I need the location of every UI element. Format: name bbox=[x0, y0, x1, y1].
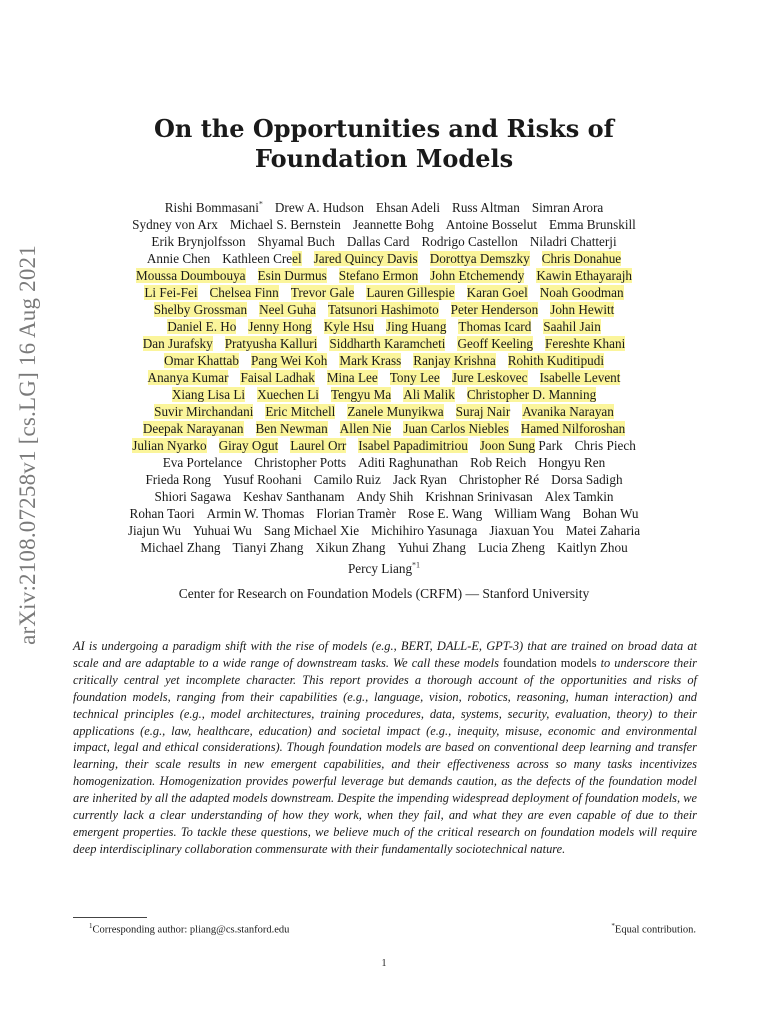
author-name bbox=[217, 472, 308, 487]
author-name-text: Chris Donahue bbox=[541, 251, 622, 267]
abstract-term: foundation models bbox=[503, 655, 597, 670]
author-name bbox=[251, 387, 325, 402]
author-name bbox=[224, 217, 347, 232]
author-line bbox=[70, 556, 698, 576]
author-line bbox=[70, 352, 698, 369]
author-name bbox=[250, 421, 334, 436]
author-name bbox=[126, 438, 212, 453]
author-name-text: Zanele Munyikwa bbox=[347, 404, 444, 420]
author-name-highlighted-part: Joon Sung bbox=[479, 438, 536, 454]
abstract bbox=[73, 638, 697, 858]
author-name bbox=[308, 251, 424, 266]
author-name-text: Tianyi Zhang bbox=[232, 540, 304, 556]
author-name-text: Michael Zhang bbox=[140, 540, 221, 556]
author-name bbox=[530, 268, 638, 283]
author-name bbox=[424, 251, 536, 266]
author-name-text: Karan Goel bbox=[466, 285, 528, 301]
author-name-text: Ali Malik bbox=[403, 387, 455, 403]
author-line bbox=[70, 454, 698, 471]
author-name-text: Shiori Sagawa bbox=[154, 489, 232, 505]
author-name-text: Bohan Wu bbox=[582, 506, 639, 522]
author-name-text: Tengyu Ma bbox=[330, 387, 392, 403]
author-name-text: Faisal Ladhak bbox=[240, 370, 315, 386]
abstract-part-1: AI is undergoing a paradigm shift with the rise of models (e.g., BERT, DALL-E, GPT-3) that are trained on broad data at scale and are adaptable to a wide range of downstream tasks. We call these models bbox=[73, 639, 697, 670]
author-name bbox=[524, 234, 623, 249]
author-name bbox=[446, 200, 526, 215]
author-line bbox=[70, 233, 698, 250]
author-name-text: Trevor Gale bbox=[290, 285, 355, 301]
author-name-text: Rose E. Wang bbox=[407, 506, 483, 522]
author-name bbox=[545, 472, 628, 487]
author-name bbox=[137, 421, 250, 436]
author-line bbox=[70, 318, 698, 335]
author-name bbox=[258, 523, 365, 538]
author-name-text: Suraj Nair bbox=[455, 404, 511, 420]
author-name-text: Yuhuai Wu bbox=[192, 523, 252, 539]
author-name-text: Isabelle Levent bbox=[539, 370, 621, 386]
author-name bbox=[310, 506, 402, 521]
author-name bbox=[461, 285, 534, 300]
footnote-equal-text: Equal contribution. bbox=[614, 924, 696, 936]
author-name bbox=[157, 455, 248, 470]
author-name-text: Ranjay Krishna bbox=[413, 353, 496, 369]
author-name-text: Chelsea Finn bbox=[209, 285, 279, 301]
author-line bbox=[70, 403, 698, 420]
author-line bbox=[70, 488, 698, 505]
author-name-plain-part: Kathleen Cre bbox=[222, 251, 293, 267]
author-name bbox=[440, 217, 543, 232]
author-name-text: Sydney von Arx bbox=[132, 217, 218, 233]
author-name bbox=[451, 336, 539, 351]
page-number: 1 bbox=[381, 958, 387, 969]
author-name bbox=[365, 523, 483, 538]
author-name bbox=[216, 251, 307, 266]
author-line bbox=[70, 437, 698, 454]
author-name-text: Alex Tamkin bbox=[544, 489, 614, 505]
footnote-equal-contribution bbox=[611, 922, 696, 936]
author-name-text: Russ Altman bbox=[452, 200, 520, 216]
author-name bbox=[446, 370, 534, 385]
author-name bbox=[539, 336, 631, 351]
author-name bbox=[360, 285, 460, 300]
author-name-text: Keshav Santhanam bbox=[243, 489, 345, 505]
author-name-text: Xikun Zhang bbox=[315, 540, 386, 556]
author-line bbox=[70, 284, 698, 301]
author-name bbox=[539, 489, 620, 504]
author-name-text: Rohan Taori bbox=[129, 506, 195, 522]
author-name bbox=[245, 353, 333, 368]
author-name-text: Antoine Bosselut bbox=[445, 217, 538, 233]
author-name bbox=[142, 370, 235, 385]
author-name bbox=[537, 319, 607, 334]
author-name-text: Percy Liang bbox=[347, 560, 413, 576]
author-name bbox=[259, 404, 341, 419]
author-name bbox=[536, 251, 627, 266]
author-name-text: Andy Shih bbox=[356, 489, 414, 505]
author-name bbox=[352, 438, 474, 453]
author-name bbox=[325, 387, 397, 402]
author-name bbox=[122, 523, 187, 538]
author-name bbox=[445, 302, 545, 317]
author-name bbox=[148, 302, 253, 317]
affiliation: Center for Research on Foundation Models (CRFM) — Stanford University bbox=[178, 586, 590, 601]
author-name-text: Jing Huang bbox=[385, 319, 447, 335]
author-name-text: Yusuf Roohani bbox=[223, 472, 302, 488]
author-name-text: Moussa Doumbouya bbox=[136, 268, 246, 284]
author-name-text: Yuhui Zhang bbox=[397, 540, 466, 556]
author-name-text: Deepak Narayanan bbox=[142, 421, 244, 437]
author-name-text: Allen Nie bbox=[339, 421, 392, 437]
author-name bbox=[252, 234, 341, 249]
author-name bbox=[576, 506, 644, 521]
author-name-text: Simran Arora bbox=[531, 200, 604, 216]
author-line bbox=[70, 196, 698, 216]
author-name-text: Thomas Icard bbox=[458, 319, 532, 335]
author-name-text: Esin Durmus bbox=[257, 268, 327, 284]
author-name-text: Daniel E. Ho bbox=[167, 319, 237, 335]
author-line bbox=[70, 369, 698, 386]
author-name-text: Rob Reich bbox=[470, 455, 527, 471]
author-name-text: Sang Michael Xie bbox=[263, 523, 360, 539]
author-name bbox=[351, 489, 420, 504]
author-line bbox=[70, 386, 698, 403]
author-name bbox=[219, 336, 324, 351]
author-name bbox=[158, 353, 245, 368]
author-name bbox=[415, 234, 523, 249]
author-line bbox=[70, 420, 698, 437]
author-name-text: Dorottya Demszky bbox=[429, 251, 530, 267]
author-name-text: Frieda Rong bbox=[145, 472, 212, 488]
arxiv-stamp-text: arXiv:2108.07258v1 [cs.LG] 16 Aug 2021 bbox=[15, 245, 40, 645]
author-name-text: Christopher D. Manning bbox=[466, 387, 597, 403]
author-name-text: Jenny Hong bbox=[248, 319, 312, 335]
author-name-text: Stefano Ermon bbox=[338, 268, 419, 284]
author-name bbox=[161, 319, 242, 334]
author-name-text: Jack Ryan bbox=[392, 472, 447, 488]
author-name bbox=[341, 404, 449, 419]
author-name-text: Dallas Card bbox=[346, 234, 410, 250]
author-name bbox=[253, 302, 322, 317]
author-name bbox=[323, 336, 451, 351]
author-name bbox=[516, 404, 620, 419]
author-name bbox=[333, 353, 407, 368]
author-name bbox=[284, 438, 352, 453]
author-name bbox=[141, 251, 216, 266]
author-name bbox=[407, 353, 501, 368]
author-name bbox=[502, 353, 610, 368]
author-name-text: Eva Portelance bbox=[162, 455, 243, 471]
author-name-text: William Wang bbox=[494, 506, 571, 522]
author-name-text: Kawin Ethayarajh bbox=[536, 268, 632, 284]
paper-title bbox=[60, 114, 708, 174]
author-name-text: John Etchemendy bbox=[430, 268, 525, 284]
author-name bbox=[424, 268, 530, 283]
author-name-text: Drew A. Hudson bbox=[274, 200, 364, 216]
author-name bbox=[569, 438, 642, 453]
author-name bbox=[391, 540, 472, 555]
author-name-text: Ben Newman bbox=[255, 421, 328, 437]
author-name bbox=[149, 489, 238, 504]
author-name-text: Tatsunori Hashimoto bbox=[327, 302, 439, 318]
author-name-text: Erik Brynjolfsson bbox=[151, 234, 246, 250]
author-name bbox=[397, 387, 461, 402]
author-name-text: Fereshte Khani bbox=[545, 336, 626, 352]
author-name-text: Hongyu Ren bbox=[538, 455, 606, 471]
arxiv-stamp bbox=[6, 195, 50, 695]
author-name-text: Kyle Hsu bbox=[323, 319, 374, 335]
author-name-text: Juan Carlos Niebles bbox=[403, 421, 509, 437]
author-name bbox=[124, 506, 201, 521]
author-name-text: Saahil Jain bbox=[543, 319, 601, 335]
author-name bbox=[159, 200, 269, 215]
author-name-text: Xiang Lisa Li bbox=[171, 387, 246, 403]
author-name bbox=[134, 540, 226, 555]
author-name bbox=[347, 217, 440, 232]
author-name bbox=[148, 404, 259, 419]
author-name bbox=[237, 489, 350, 504]
author-name bbox=[248, 455, 352, 470]
author-name-text: Chris Piech bbox=[574, 438, 636, 454]
author-name-text: Christopher Ré bbox=[458, 472, 540, 488]
author-name bbox=[526, 200, 609, 215]
author-footnote-mark: * bbox=[258, 200, 263, 209]
author-name bbox=[166, 387, 251, 402]
author-name-text: Isabel Papadimitriou bbox=[358, 438, 468, 454]
author-name bbox=[453, 472, 545, 487]
author-name-text: Dan Jurafsky bbox=[142, 336, 213, 352]
author-name-text: Xuechen Li bbox=[257, 387, 319, 403]
author-name bbox=[201, 506, 311, 521]
author-footnote-mark: *1 bbox=[412, 560, 421, 570]
author-name bbox=[532, 455, 611, 470]
author-name-text: Lucia Zheng bbox=[477, 540, 545, 556]
author-name-text: Noah Goodman bbox=[539, 285, 624, 301]
author-name-text: Michael S. Bernstein bbox=[229, 217, 341, 233]
author-name bbox=[543, 217, 642, 232]
author-name bbox=[227, 540, 310, 555]
author-name-text: Jeannette Bohg bbox=[352, 217, 434, 233]
author-name-text: Siddharth Karamcheti bbox=[329, 336, 446, 352]
author-name bbox=[342, 561, 426, 576]
author-name-text: Avanika Narayan bbox=[522, 404, 614, 420]
author-name-text: Peter Henderson bbox=[450, 302, 539, 318]
footnote-mark: * bbox=[611, 922, 615, 930]
author-name-text: Laurel Orr bbox=[290, 438, 347, 454]
author-line bbox=[70, 539, 698, 556]
author-name bbox=[402, 506, 489, 521]
author-line bbox=[70, 250, 698, 267]
author-name-text: Ehsan Adeli bbox=[375, 200, 441, 216]
author-name bbox=[387, 472, 453, 487]
author-name-text: Jiajun Wu bbox=[127, 523, 181, 539]
author-name-text: Tony Lee bbox=[389, 370, 440, 386]
author-name bbox=[318, 319, 380, 334]
author-name-text: Camilo Ruiz bbox=[313, 472, 381, 488]
author-name-text: Jiaxuan You bbox=[489, 523, 554, 539]
author-name-text: Suvir Mirchandani bbox=[154, 404, 254, 420]
author-name bbox=[139, 472, 217, 487]
author-name bbox=[474, 438, 569, 453]
author-name bbox=[308, 472, 387, 487]
author-name bbox=[187, 523, 258, 538]
author-name-text: Jure Leskovec bbox=[451, 370, 528, 386]
author-name bbox=[384, 370, 446, 385]
author-line bbox=[70, 505, 698, 522]
author-name-highlighted-part: el bbox=[292, 251, 302, 267]
author-name-text: Neel Guha bbox=[259, 302, 316, 318]
author-name bbox=[488, 506, 576, 521]
author-name-text: John Hewitt bbox=[550, 302, 615, 318]
footnote-rule bbox=[73, 917, 147, 918]
author-name bbox=[515, 421, 631, 436]
author-name bbox=[269, 200, 370, 215]
author-name-text: Rishi Bommasani bbox=[164, 200, 259, 216]
author-name bbox=[397, 421, 514, 436]
author-name-text: Michihiro Yasunaga bbox=[371, 523, 478, 539]
author-line bbox=[70, 522, 698, 539]
title-line-2: Foundation Models bbox=[254, 144, 514, 173]
author-name-text: Annie Chen bbox=[146, 251, 211, 267]
author-name-text: Niladri Chatterji bbox=[529, 234, 617, 250]
author-name bbox=[534, 370, 627, 385]
author-name-text: Christopher Potts bbox=[254, 455, 347, 471]
author-name-text: Geoff Keeling bbox=[457, 336, 534, 352]
author-name bbox=[309, 540, 391, 555]
author-name-text: Lauren Gillespie bbox=[366, 285, 455, 301]
author-name-text: Ananya Kumar bbox=[147, 370, 229, 386]
author-line bbox=[70, 335, 698, 352]
author-name bbox=[534, 285, 630, 300]
author-name bbox=[145, 234, 251, 249]
author-name bbox=[560, 523, 646, 538]
author-name-text: Pratyusha Kalluri bbox=[224, 336, 318, 352]
author-name-text: Li Fei-Fei bbox=[144, 285, 198, 301]
author-name-text: Eric Mitchell bbox=[265, 404, 336, 420]
author-name bbox=[242, 319, 317, 334]
author-name bbox=[252, 268, 333, 283]
title-line-1: On the Opportunities and Risks of bbox=[154, 114, 614, 143]
author-name bbox=[204, 285, 285, 300]
author-name-text: Krishnan Srinivasan bbox=[425, 489, 533, 505]
footnote-corresponding bbox=[89, 922, 289, 936]
author-name bbox=[213, 438, 285, 453]
author-name bbox=[419, 489, 538, 504]
author-name bbox=[333, 268, 424, 283]
author-name bbox=[544, 302, 620, 317]
author-name-text: Omar Khattab bbox=[163, 353, 240, 369]
author-name-text: Hamed Nilforoshan bbox=[520, 421, 626, 437]
author-name bbox=[370, 200, 446, 215]
author-name bbox=[321, 370, 384, 385]
author-name-text: Armin W. Thomas bbox=[206, 506, 305, 522]
author-name-text: Matei Zaharia bbox=[565, 523, 641, 539]
author-name-text: Kaitlyn Zhou bbox=[556, 540, 628, 556]
author-name bbox=[452, 319, 537, 334]
author-name-text: Rodrigo Castellon bbox=[421, 234, 518, 250]
author-name bbox=[341, 234, 416, 249]
author-name bbox=[380, 319, 452, 334]
author-list bbox=[70, 196, 698, 577]
author-name-text: Shelby Grossman bbox=[153, 302, 248, 318]
author-name-text: Shyamal Buch bbox=[257, 234, 335, 250]
author-name bbox=[551, 540, 634, 555]
author-name-text: Emma Brunskill bbox=[549, 217, 636, 233]
author-name-text: Florian Tramèr bbox=[316, 506, 396, 522]
author-name-text: Giray Ogut bbox=[218, 438, 279, 454]
author-line bbox=[70, 267, 698, 284]
author-name bbox=[334, 421, 398, 436]
author-name bbox=[483, 523, 559, 538]
footnote-mark: 1 bbox=[89, 922, 93, 930]
author-name-text: Jared Quincy Davis bbox=[313, 251, 418, 267]
author-name-text: Pang Wei Koh bbox=[251, 353, 328, 369]
author-name-text: Mina Lee bbox=[326, 370, 378, 386]
author-name bbox=[450, 404, 517, 419]
author-name bbox=[137, 336, 219, 351]
author-name-text: Rohith Kuditipudi bbox=[507, 353, 605, 369]
author-name bbox=[322, 302, 445, 317]
author-name bbox=[138, 285, 203, 300]
author-name bbox=[285, 285, 361, 300]
abstract-part-2: to underscore their critically central yet incomplete character. This report provides a thorough account of the opportunities and risks of foundation models, ranging from their capabilities (e.g., language, vision, robotics, reasoning, human interaction) and technical principles (e.g., model architectures, training procedures, data, systems, security, evaluation, theory) to their applications (e.g., law, healthcare, education) and societal impact (e.g., inequity, misuse, economic and environmental impact, legal and ethical considerations). Though foundation models are based on conventional deep learning and transfer learning, their scale results in new emergent capabilities, and their effectiveness across so many tasks incentivizes homogenization. Homogenization provides powerful leverage but demands caution, as the defects of the foundation model are inherited by all the adapted models downstream. Despite the impending widespread deployment of foundation models, we currently lack a clear understanding of how they work, when they fail, and what they are even capable of due to their emergent properties. To tackle these questions, we believe much of the critical research on foundation models will require deep interdisciplinary collaboration commensurate with their fundamentally sociotechnical nature. bbox=[73, 655, 698, 856]
author-name bbox=[472, 540, 551, 555]
author-name bbox=[461, 387, 602, 402]
author-line bbox=[70, 216, 698, 233]
author-line bbox=[70, 301, 698, 318]
author-name-text: Mark Krass bbox=[339, 353, 402, 369]
author-name bbox=[352, 455, 464, 470]
author-name bbox=[464, 455, 532, 470]
author-name bbox=[126, 217, 224, 232]
author-name bbox=[234, 370, 320, 385]
author-line bbox=[70, 471, 698, 488]
author-name-text: Dorsa Sadigh bbox=[551, 472, 623, 488]
author-name bbox=[130, 268, 252, 283]
footnote-corresponding-text: Corresponding author: pliang@cs.stanford.edu bbox=[92, 924, 290, 936]
author-name-text: Aditi Raghunathan bbox=[358, 455, 459, 471]
author-name-plain-part: Park bbox=[535, 438, 563, 454]
author-name-text: Julian Nyarko bbox=[132, 438, 207, 454]
